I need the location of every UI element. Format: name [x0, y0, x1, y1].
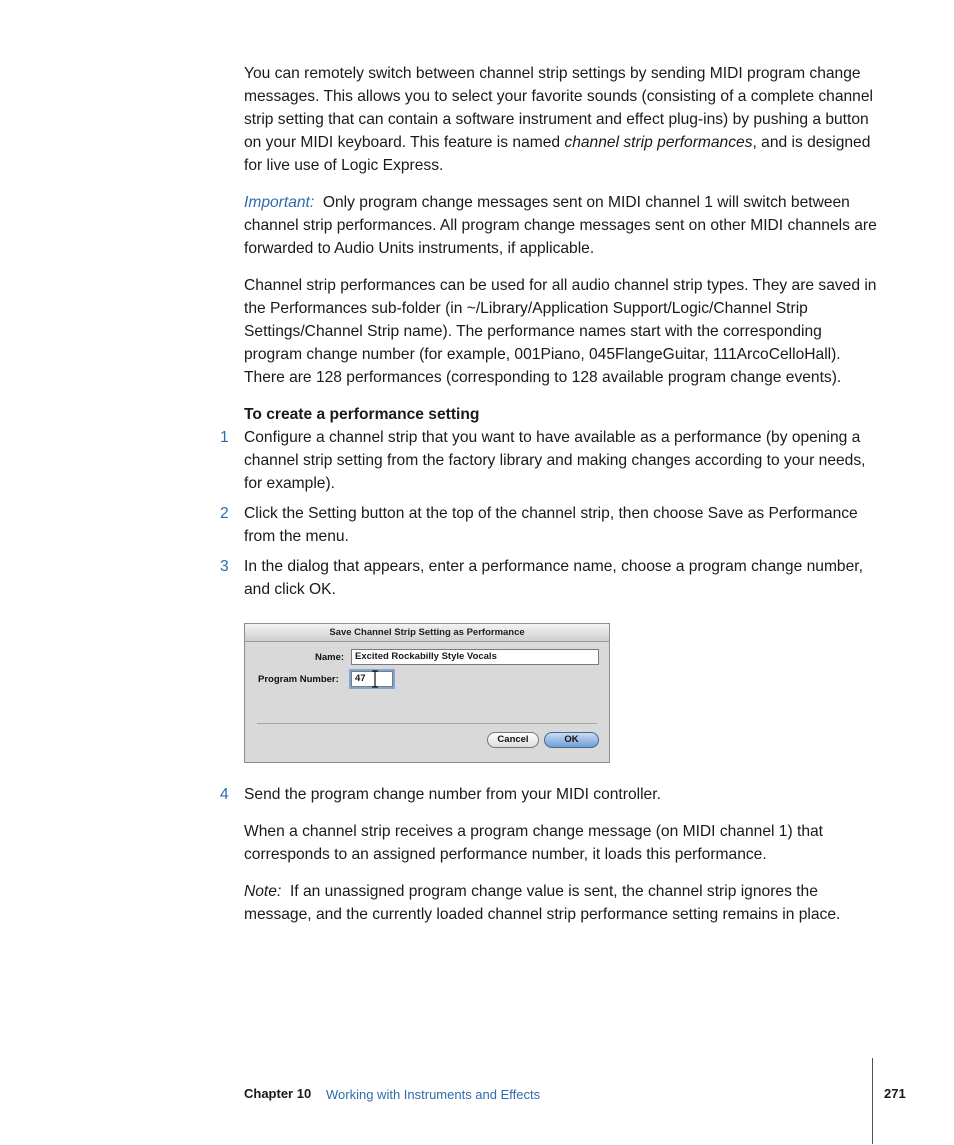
- task-heading: To create a performance setting: [244, 406, 480, 423]
- dialog-divider: [257, 723, 597, 724]
- footer-divider: [872, 1058, 873, 1144]
- step-text: Click the Setting button at the top of the channel strip, then choose Save as Performance from the menu.: [244, 505, 858, 545]
- page-number: 271: [884, 1086, 906, 1101]
- save-performance-dialog: [244, 623, 610, 763]
- note-text: If an unassigned program change value is sent, the channel strip ignores the message, and the currently loaded channel strip performance setting remains in place.: [244, 883, 841, 923]
- step-text: Configure a channel strip that you want to have available as a performance (by opening a channel strip setting from the factory library and making changes according to your needs, for example).: [244, 429, 866, 492]
- step-text: In the dialog that appears, enter a performance name, choose a program change number, and click OK.: [244, 558, 863, 598]
- important-paragraph: [244, 191, 880, 260]
- dialog-title: Save Channel Strip Setting as Performance: [245, 624, 609, 642]
- name-field[interactable]: Excited Rockabilly Style Vocals: [351, 649, 599, 665]
- intro-italic-term: channel strip performances: [564, 134, 753, 151]
- ibeam-cursor-icon: [372, 670, 378, 688]
- performances-paragraph: Channel strip performances can be used for all audio channel strip types. They are saved in the Performances sub-folder (in ~/Library/Application Support/Logic/Channel Strip Settings/Channel Strip name). The performance names start with the corresponding program change number (for example, 001Piano, 045FlangeGuitar, 111ArcoCelloHall). There are 128 performances (corresponding to 128 available program change events).: [244, 277, 877, 386]
- step-text: Send the program change number from your MIDI controller.: [244, 786, 661, 803]
- program-number-field[interactable]: 47: [351, 671, 393, 687]
- footer-chapter: Chapter 10: [244, 1086, 312, 1101]
- step-number: 4: [220, 786, 229, 803]
- important-label: Important:: [244, 194, 315, 211]
- intro-text-start: You can remotely switch between channel strip settings by sending MIDI program change messages. This allows you to select your favorite sounds (consisting of a complete channel strip setting that can contain a software instrument and effect plug-ins) by pushing a button on your MIDI keyboard. This feature is named: [244, 65, 873, 151]
- performance-load-paragraph: When a channel strip receives a program change message (on MIDI channel 1) that corresponds to an assigned performance number, it loads this performance.: [244, 823, 824, 863]
- ok-button[interactable]: OK: [544, 732, 599, 748]
- step-number: 3: [220, 558, 229, 575]
- note-paragraph: [244, 880, 880, 926]
- step-number: 2: [220, 505, 229, 522]
- intro-text-end: , and is designed for live use of Logic Express.: [244, 134, 871, 174]
- program-number-label: Program Number:: [258, 674, 339, 685]
- important-text: Only program change messages sent on MIDI channel 1 will switch between channel strip performances. All program change messages sent on other MIDI channels are forwarded to Audio Units instruments, if applicable.: [244, 194, 877, 257]
- name-label: Name:: [315, 652, 345, 663]
- note-label: Note:: [244, 883, 282, 900]
- intro-paragraph: [244, 62, 880, 177]
- step-number: 1: [220, 429, 229, 446]
- footer-section-title: Working with Instruments and Effects: [326, 1087, 541, 1102]
- cancel-button[interactable]: Cancel: [487, 732, 539, 748]
